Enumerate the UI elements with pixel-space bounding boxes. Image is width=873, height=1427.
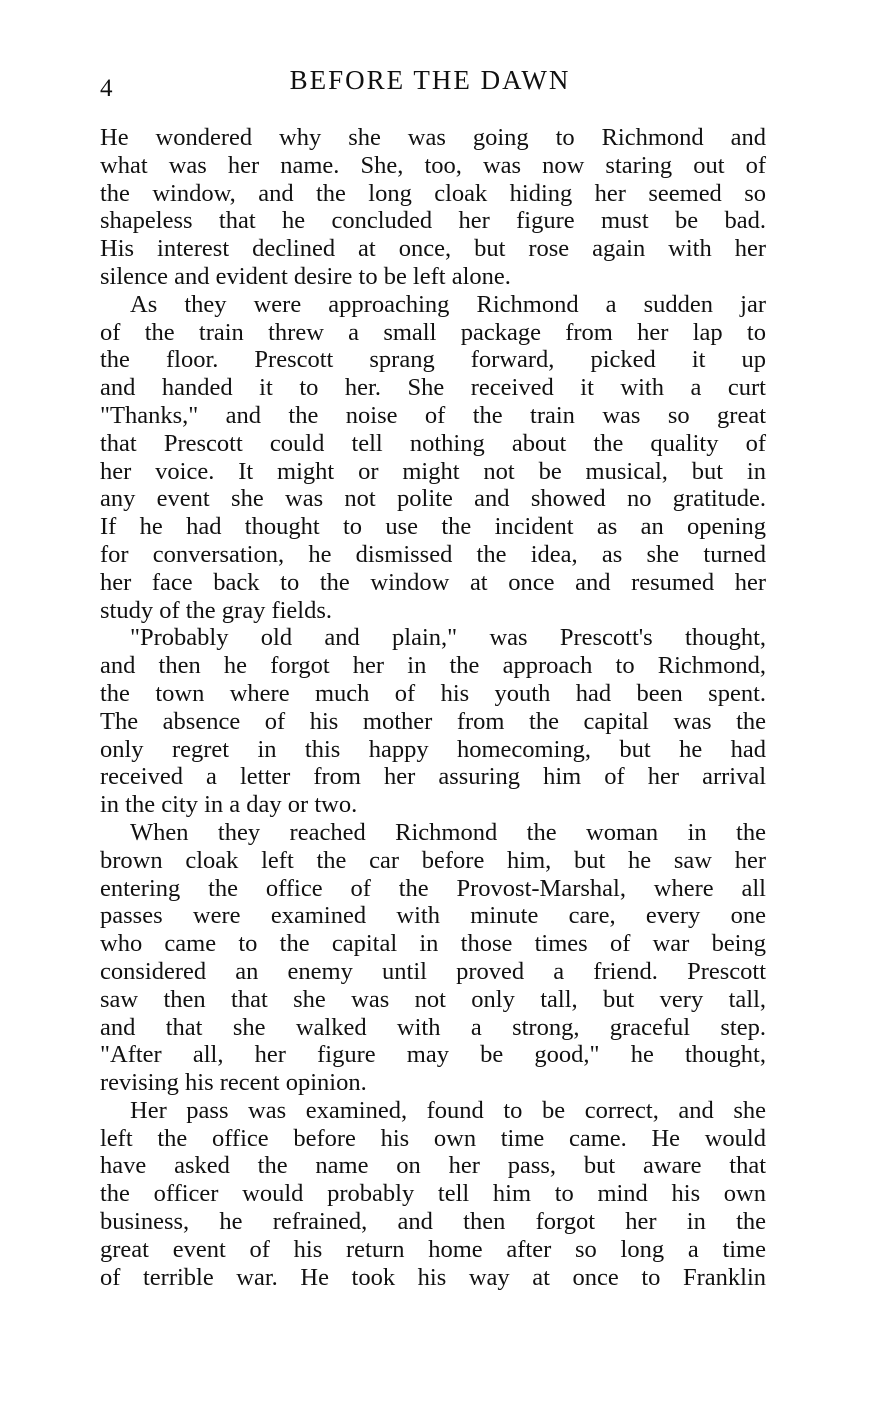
text-line: her voice. It might or might not be musical, but in bbox=[100, 457, 766, 485]
text-line: the officer would probably tell him to mind his own bbox=[100, 1180, 766, 1208]
text-line: any event she was not polite and showed no gratitude. bbox=[100, 485, 766, 513]
text-line: saw then that she was not only tall, but very tall, bbox=[100, 985, 766, 1013]
text-line: and handed it to her. She received it with a curt bbox=[100, 374, 766, 402]
body-text bbox=[100, 124, 766, 1291]
text-line: the window, and the long cloak hiding her seemed so bbox=[100, 179, 766, 207]
text-line: left the office before his own time came. He would bbox=[100, 1124, 766, 1152]
paragraph bbox=[100, 1097, 766, 1292]
paragraph bbox=[100, 124, 766, 291]
text-line: "Thanks," and the noise of the train was so great bbox=[100, 401, 766, 429]
text-line: that Prescott could tell nothing about the quality of bbox=[100, 429, 766, 457]
paragraph bbox=[100, 291, 766, 625]
text-line: have asked the name on her pass, but aware that bbox=[100, 1152, 766, 1180]
text-line: If he had thought to use the incident as an opening bbox=[100, 513, 766, 541]
text-line: passes were examined with minute care, every one bbox=[100, 902, 766, 930]
text-line: silence and evident desire to be left alone. bbox=[100, 262, 511, 290]
text-line: received a letter from her assuring him of her arrival bbox=[100, 763, 766, 791]
text-line: for conversation, he dismissed the idea, as she turned bbox=[100, 540, 766, 568]
text-line: of the train threw a small package from her lap to bbox=[100, 318, 766, 346]
text-line: Her pass was examined, found to be correct, and she bbox=[130, 1096, 766, 1124]
text-line: study of the gray fields. bbox=[100, 596, 333, 624]
text-line: the floor. Prescott sprang forward, picked it up bbox=[100, 346, 766, 374]
running-title: BEFORE THE DAWN bbox=[289, 65, 571, 95]
text-line: great event of his return home after so long a time bbox=[100, 1235, 766, 1263]
paragraph bbox=[100, 624, 766, 819]
text-line: who came to the capital in those times of war being bbox=[100, 930, 766, 958]
text-line: When they reached Richmond the woman in the bbox=[130, 818, 766, 846]
text-line: her face back to the window at once and resumed her bbox=[100, 568, 766, 596]
text-line: He wondered why she was going to Richmond and bbox=[100, 124, 766, 151]
text-line: "Probably old and plain," was Prescott's thought, bbox=[130, 624, 766, 652]
text-line: and then he forgot her in the approach to Richmond, bbox=[100, 652, 766, 680]
text-line: entering the office of the Provost-Marshal, where all bbox=[100, 874, 766, 902]
text-line: As they were approaching Richmond a sudden jar bbox=[130, 290, 766, 318]
text-line: in the city in a day or two. bbox=[100, 791, 358, 819]
text-line: revising his recent opinion. bbox=[100, 1069, 367, 1097]
text-line: His interest declined at once, but rose again with her bbox=[100, 235, 766, 263]
text-line: of terrible war. He took his way at once to Franklin bbox=[100, 1263, 766, 1291]
text-line: the town where much of his youth had been spent. bbox=[100, 679, 766, 707]
text-line: business, he refrained, and then forgot her in the bbox=[100, 1208, 766, 1236]
page-number: 4 bbox=[100, 75, 113, 102]
paragraph bbox=[100, 819, 766, 1097]
text-line: and that she walked with a strong, graceful step. bbox=[100, 1013, 766, 1041]
text-line: shapeless that he concluded her figure must be bad. bbox=[100, 207, 766, 235]
text-line: only regret in this happy homecoming, but he had bbox=[100, 735, 766, 763]
text-line: considered an enemy until proved a friend. Prescott bbox=[100, 957, 766, 985]
text-line: "After all, her figure may be good," he thought, bbox=[100, 1041, 766, 1069]
text-line: what was her name. She, too, was now staring out of bbox=[100, 151, 766, 179]
text-line: The absence of his mother from the capital was the bbox=[100, 707, 766, 735]
text-line: brown cloak left the car before him, but he saw her bbox=[100, 846, 766, 874]
